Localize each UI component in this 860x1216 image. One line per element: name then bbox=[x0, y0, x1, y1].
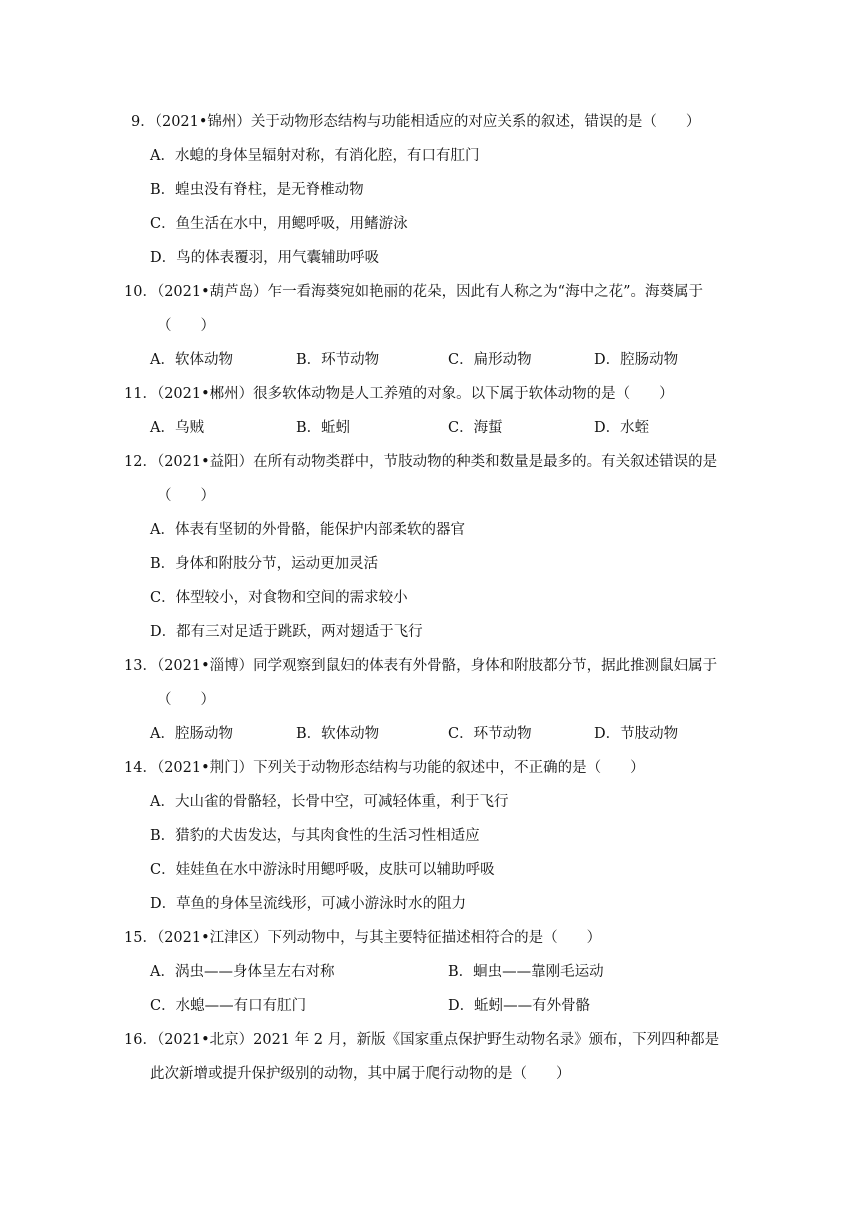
question-9-option-d: D．鸟的体表覆羽，用气囊辅助呼吸 bbox=[150, 250, 380, 266]
question-12-option-d: D．都有三对足适于跳跃，两对翅适于飞行 bbox=[150, 624, 423, 640]
question-12-stem: 12．（2021•益阳）在所有动物类群中，节肢动物的种类和数量是最多的。有关叙述错误的是 bbox=[124, 454, 718, 470]
question-13-option-c: C．环节动物 bbox=[448, 726, 532, 742]
question-16-stem-cont: 此次新增或提升保护级别的动物，其中属于爬行动物的是（ ） bbox=[150, 1066, 571, 1082]
question-13-option-d: D．节肢动物 bbox=[594, 726, 679, 742]
question-12-option-a: A．体表有坚韧的外骨骼，能保护内部柔软的器官 bbox=[150, 522, 465, 538]
question-14-option-d: D．草鱼的身体呈流线形，可减小游泳时水的阻力 bbox=[150, 896, 467, 912]
question-14-option-b: B．猎豹的犬齿发达，与其肉食性的生活习性相适应 bbox=[150, 828, 480, 844]
question-13-option-a: A．腔肠动物 bbox=[150, 726, 233, 742]
question-11-option-d: D．水蛭 bbox=[594, 420, 650, 436]
question-9-option-b: B．蝗虫没有脊柱，是无脊椎动物 bbox=[150, 182, 364, 198]
question-14-option-a: A．大山雀的骨骼轻，长骨中空，可减轻体重，利于飞行 bbox=[150, 794, 509, 810]
question-14-option-c: C．娃娃鱼在水中游泳时用鳃呼吸，皮肤可以辅助呼吸 bbox=[150, 862, 495, 878]
question-13-stem-cont: （ ） bbox=[157, 692, 215, 708]
question-10-option-c: C．扁形动物 bbox=[448, 352, 532, 368]
question-15-option-d: D．蚯蚓——有外骨骼 bbox=[448, 998, 591, 1014]
question-9-option-c: C．鱼生活在水中，用鳃呼吸，用鳍游泳 bbox=[150, 216, 408, 232]
question-14-stem: 14．（2021•荆门）下列关于动物形态结构与功能的叙述中，不正确的是（ ） bbox=[124, 760, 645, 776]
question-10-stem: 10．（2021•葫芦岛）乍一看海葵宛如艳丽的花朵，因此有人称之为“海中之花”。海葵属于 bbox=[124, 284, 703, 300]
question-11-option-a: A．乌贼 bbox=[150, 420, 204, 436]
question-11-stem: 11．（2021•郴州）很多软体动物是人工养殖的对象。以下属于软体动物的是（ ） bbox=[124, 386, 674, 402]
question-10-option-b: B．环节动物 bbox=[296, 352, 380, 368]
question-10-option-a: A．软体动物 bbox=[150, 352, 233, 368]
question-9-stem: 9．（2021•锦州）关于动物形态结构与功能相适应的对应关系的叙述，错误的是（ ） bbox=[131, 114, 701, 130]
question-10-option-d: D．腔肠动物 bbox=[594, 352, 679, 368]
question-15-option-a: A．涡虫——身体呈左右对称 bbox=[150, 964, 335, 980]
question-12-option-b: B．身体和附肢分节，运动更加灵活 bbox=[150, 556, 379, 572]
question-15-option-b: B．蛔虫——靠刚毛运动 bbox=[448, 964, 604, 980]
question-16-stem: 16．（2021•北京）2021 年 2 月，新版《国家重点保护野生动物名录》颁布，下列四种都是 bbox=[124, 1032, 720, 1048]
question-15-option-c: C．水螅——有口有肛门 bbox=[150, 998, 307, 1014]
question-15-stem: 15．（2021•江津区）下列动物中，与其主要特征描述相符合的是（ ） bbox=[124, 930, 602, 946]
question-11-option-c: C．海蜇 bbox=[448, 420, 503, 436]
question-9-option-a: A．水螅的身体呈辐射对称，有消化腔，有口有肛门 bbox=[150, 148, 480, 164]
question-13-stem: 13．（2021•淄博）同学观察到鼠妇的体表有外骨骼，身体和附肢都分节，据此推测鼠妇属于 bbox=[124, 658, 718, 674]
question-12-stem-cont: （ ） bbox=[157, 488, 215, 504]
question-10-stem-cont: （ ） bbox=[157, 318, 215, 334]
question-12-option-c: C．体型较小，对食物和空间的需求较小 bbox=[150, 590, 408, 606]
question-11-option-b: B．蚯蚓 bbox=[296, 420, 351, 436]
question-13-option-b: B．软体动物 bbox=[296, 726, 380, 742]
